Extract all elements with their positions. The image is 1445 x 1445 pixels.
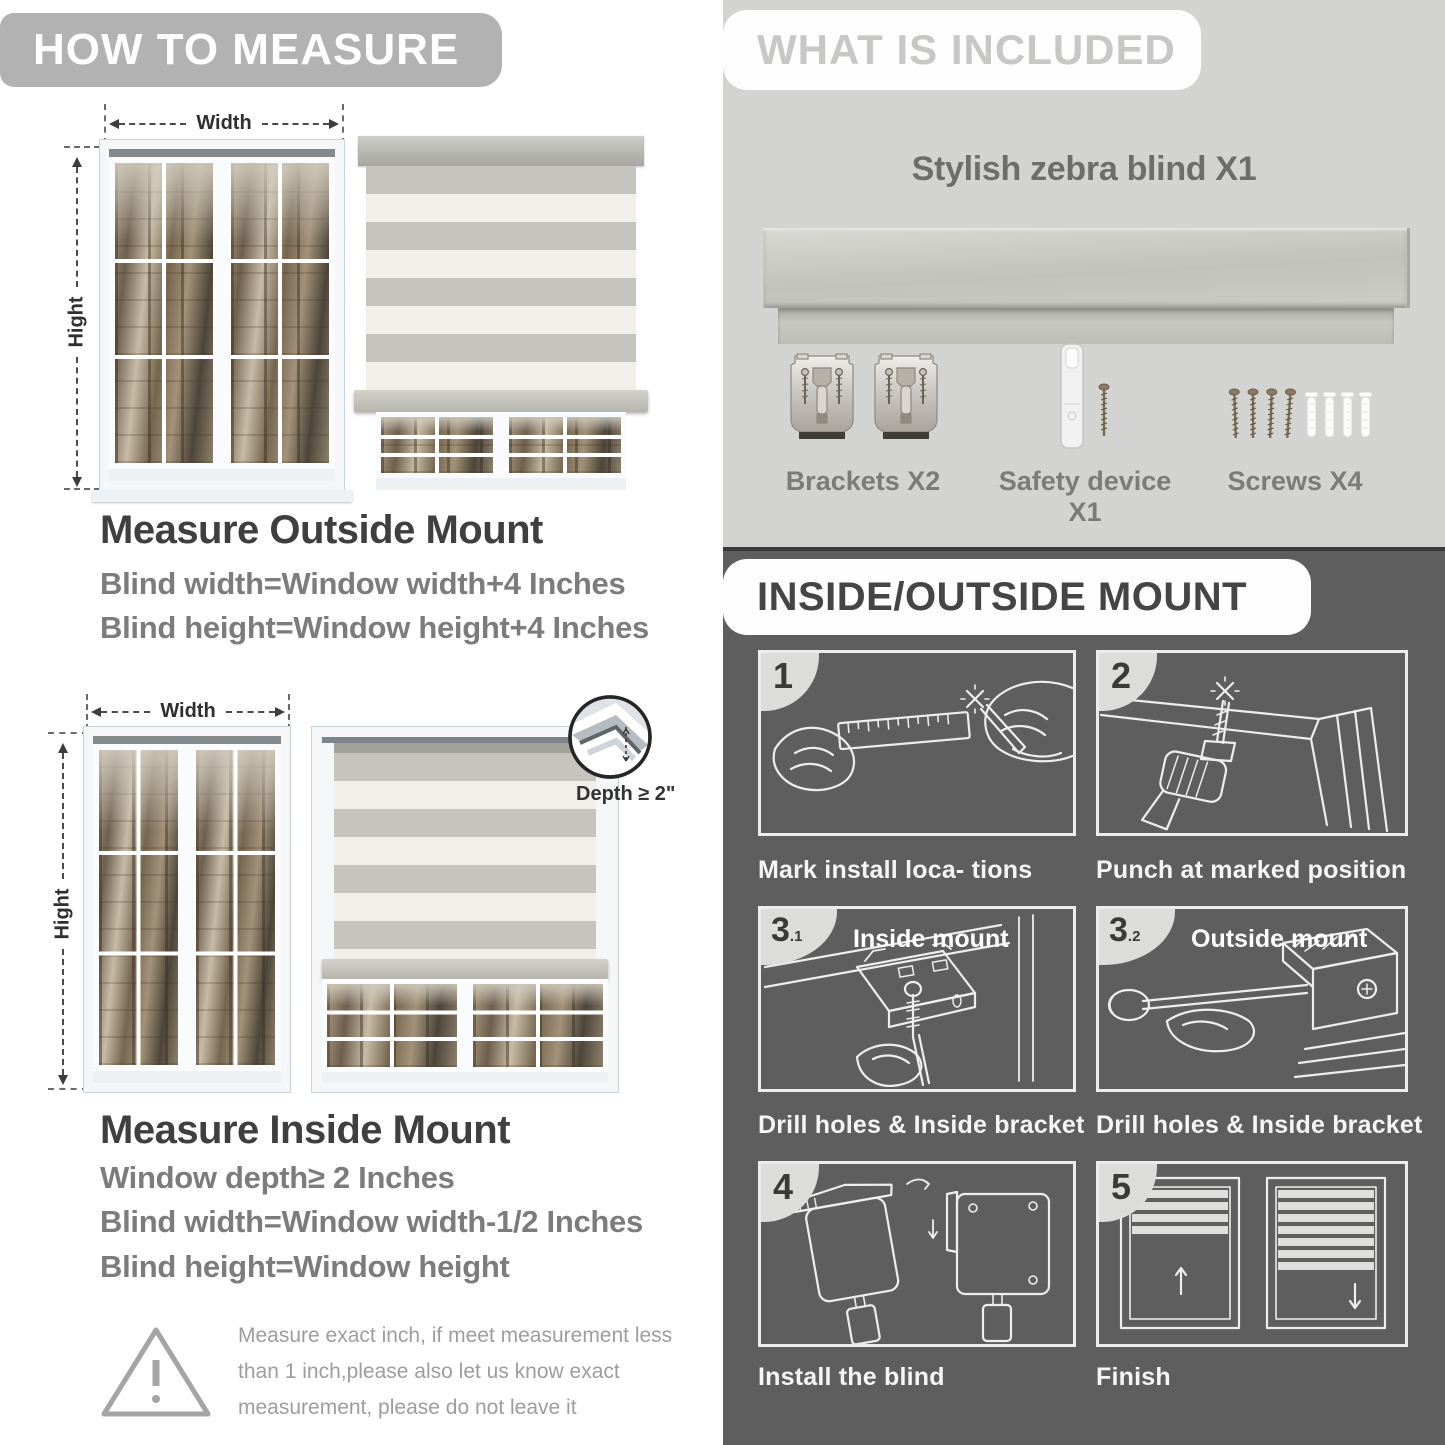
how-to-measure-header [0, 13, 502, 87]
height-label: Hight [65, 296, 88, 348]
inside-depth-rule: Window depth≥ 2 Inches [100, 1160, 455, 1195]
step-caption-2: Punch at marked position [1096, 856, 1407, 884]
step-number: 3 [1109, 911, 1128, 949]
safety-device-label: Safety device X1 [998, 466, 1172, 527]
outside-height-formula: Blind height=Window height+4 Inches [100, 610, 649, 645]
step-number: 5 [1111, 1166, 1132, 1207]
step-panel-4 [758, 1161, 1076, 1347]
depth-label: Depth ≥ 2" [576, 783, 676, 805]
width-arrow-outside [104, 112, 344, 135]
brackets-image [789, 352, 939, 446]
safety-device-image [1058, 342, 1118, 452]
blind-inside-mount [312, 727, 618, 1092]
step-title: Inside mount [853, 925, 1009, 953]
step-caption-4: Install the blind [758, 1363, 945, 1391]
step-caption-3-2: Drill holes & Inside bracket [1096, 1111, 1423, 1139]
product-label: Stylish zebra blind X1 [911, 150, 1257, 188]
height-label: Hight [51, 888, 74, 940]
inside-height-formula: Blind height=Window height [100, 1249, 510, 1284]
step-title: Outside mount [1191, 925, 1368, 953]
blind-outside-mount [358, 136, 644, 490]
what-is-included-header: WHAT IS INCLUDED [723, 10, 1201, 90]
step-number: 2 [1111, 655, 1132, 696]
step-number: 1 [773, 655, 794, 696]
outside-mount-title: Measure Outside Mount [100, 508, 543, 552]
how-to-measure-title: HOW TO MEASURE [33, 25, 460, 74]
step-caption-3-1: Drill holes & Inside bracket [758, 1111, 1085, 1139]
width-label: Width [196, 112, 252, 134]
step-panel-3-2: 3.2 Outside mount [1096, 906, 1408, 1092]
step-panel-1 [758, 650, 1076, 836]
step-number: 3 [771, 911, 790, 949]
warning-text: Measure exact inch, if meet measurement less than 1 inch,please also let us know exact measurement, please do not leave it [238, 1324, 673, 1419]
inside-width-formula: Blind width=Window width-1/2 Inches [100, 1204, 643, 1239]
screws-label: Screws X4 [1227, 466, 1363, 496]
step-panel-3-1: 3.1 Inside mount [758, 906, 1076, 1092]
width-arrow-inside [86, 700, 290, 723]
outside-width-formula: Blind width=Window width+4 Inches [100, 566, 626, 601]
width-label: Width [160, 700, 216, 722]
height-arrow-inside [52, 738, 74, 1090]
window-outside-mount [100, 140, 344, 490]
height-arrow-outside [66, 152, 88, 492]
mount-steps-section [723, 547, 1445, 1445]
what-is-included-section [723, 0, 1445, 547]
warning-triangle-icon [95, 1322, 217, 1424]
depth-callout [566, 693, 654, 781]
zebra-blind-cassette-image [763, 228, 1407, 308]
step-panel-2 [1096, 650, 1408, 836]
brackets-label: Brackets X2 [785, 466, 941, 496]
inside-mount-title: Measure Inside Mount [100, 1108, 511, 1152]
step-number: 4 [773, 1166, 794, 1207]
screws-image [1223, 388, 1375, 444]
step-caption-5: Finish [1096, 1363, 1171, 1391]
step-panel-5 [1096, 1161, 1408, 1347]
mount-header: INSIDE/OUTSIDE MOUNT [723, 559, 1311, 635]
step-caption-1: Mark install loca- tions [758, 856, 1033, 884]
window-inside-mount [84, 727, 290, 1092]
